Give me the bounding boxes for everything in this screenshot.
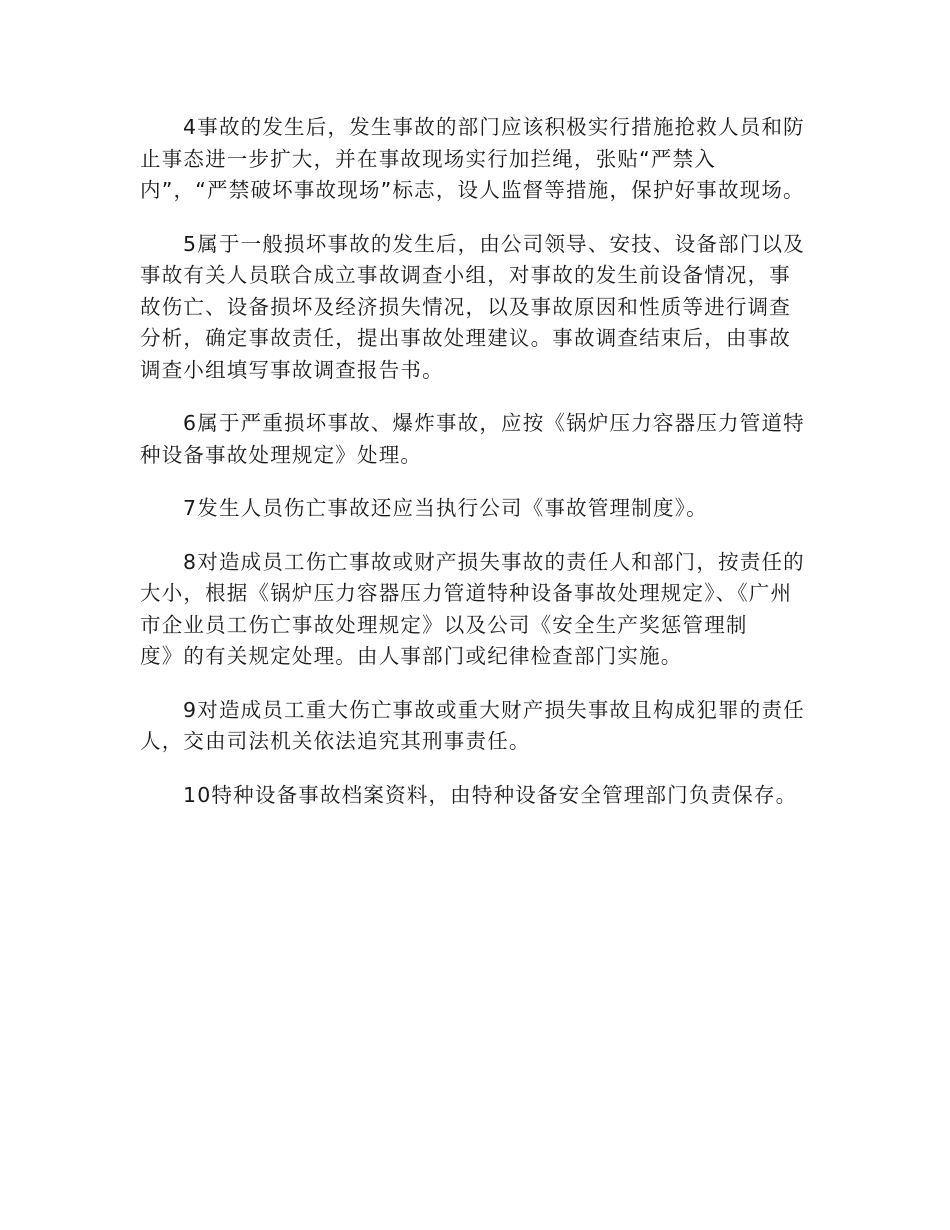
paragraph-7: 7发生人员伤亡事故还应当执行公司《事故管理制度》。 (183, 496, 708, 520)
paragraph-4: 4事故的发生后，发生事故的部门应该积极实行措施抢救人员和防止事态进一步扩大，并在事故现场实行加拦绳，张贴“严禁入 内”，“严禁破坏事故现场”标志，设人监督等措施，保护好事故现场。 (140, 115, 805, 202)
paragraph-8: 8对造成员工伤亡事故或财产损失事故的责任人和部门，按责任的大小，根据《锅炉压力容器压力管道特种设备事故处理规定》、《广州市企业员工伤亡事故处理规定》以及公司《安全生产奖惩管理制 度》的有关规定处理。由人事部门或纪律检查部门实施。 (140, 549, 805, 668)
paragraph-5: 5属于一般损坏事故的发生后，由公司领导、安技、设备部门以及事故有关人员联合成立事故调查小组，对事故的发生前设备情况，事故伤亡、设备损坏及经济损失情况，以及事故原因和性质等进行调查分析，确定事故责任，提出事故处理建议。事故调查结束后，由事故调查小组填写事故调查报告书。 (140, 231, 805, 382)
paragraph-6: 6属于严重损坏事故、爆炸事故，应按《锅炉压力容器压力管道特种设备事故处理规定》处理。 (140, 411, 805, 467)
paragraph-9: 9对造成员工重大伤亡事故或重大财产损失事故且构成犯罪的责任人，交由司法机关依法追究其刑事责任。 (140, 697, 805, 753)
paragraph-10: 10特种设备事故档案资料，由特种设备安全管理部门负责保存。 (183, 782, 798, 807)
document-body (140, 112, 812, 833)
